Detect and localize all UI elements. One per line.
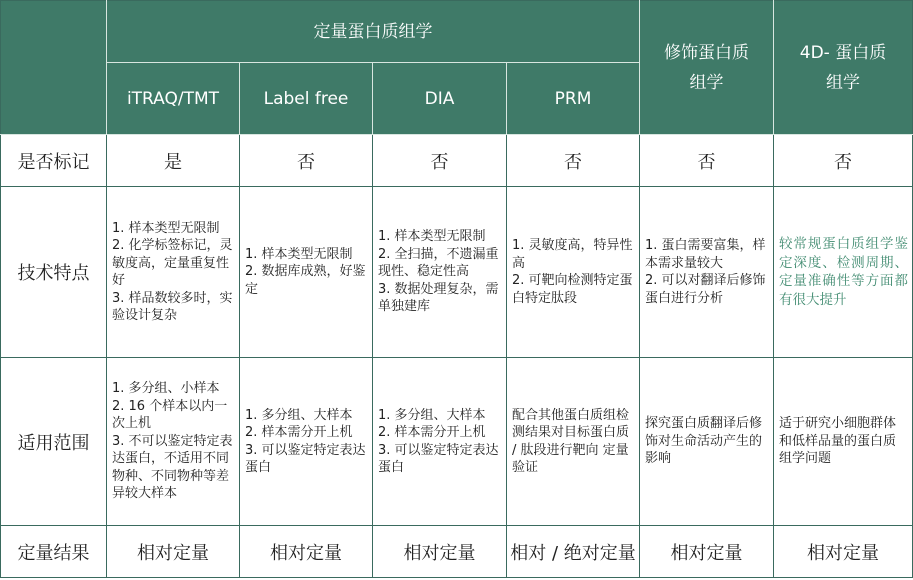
table-row-tech-features	[1, 187, 913, 358]
cell-scope: 1. 多分组、小样本 2. 16 个样本以内一次上机 3. 不可以鉴定特定表达蛋白，不适用不同物种、不同物种等差异较大样本	[107, 358, 240, 526]
cell-labeling: 否	[373, 135, 507, 187]
cell-labeling: 否	[507, 135, 640, 187]
cell-labeling: 否	[640, 135, 774, 187]
cell-quant-result: 相对 / 绝对定量	[507, 526, 640, 578]
table-row-scope	[1, 358, 913, 526]
table-row-labeling	[1, 135, 913, 187]
cell-scope: 1. 多分组、大样本 2. 样本需分开上机 3. 可以鉴定特定表达蛋白	[240, 358, 373, 526]
header-col-dia: DIA	[373, 63, 507, 135]
header-quant-group: 定量蛋白质组学	[107, 1, 640, 63]
cell-tech-features: 1. 样本类型无限制 2. 数据库成熟，好鉴定	[240, 187, 373, 358]
row-label-quant-result: 定量结果	[1, 526, 107, 578]
header-corner-cell	[1, 1, 107, 135]
cell-quant-result: 相对定量	[774, 526, 913, 578]
cell-scope: 适于研究小细胞群体和低样品量的蛋白质组学问题	[774, 358, 913, 526]
cell-tech-features: 1. 样本类型无限制 2. 全扫描，不遗漏重现性、稳定性高 3. 数据处理复杂，需单独建库	[373, 187, 507, 358]
row-label-labeling: 是否标记	[1, 135, 107, 187]
header-ptm-proteomics: 修饰蛋白质 组学	[640, 1, 774, 135]
cell-labeling: 否	[240, 135, 373, 187]
cell-labeling: 否	[774, 135, 913, 187]
cell-tech-features: 1. 蛋白需要富集，样本需求量较大 2. 可以对翻译后修饰蛋白进行分析	[640, 187, 774, 358]
cell-tech-features: 较常规蛋白质组学鉴定深度、检测周期、定量准确性等方面都有很大提升	[774, 187, 913, 358]
cell-quant-result: 相对定量	[107, 526, 240, 578]
row-label-tech-features: 技术特点	[1, 187, 107, 358]
header-4d-proteomics: 4D- 蛋白质 组学	[774, 1, 913, 135]
table-row-quant-result	[1, 526, 913, 578]
header-col-label-free: Label free	[240, 63, 373, 135]
cell-tech-features: 1. 灵敏度高，特异性高 2. 可靶向检测特定蛋白特定肽段	[507, 187, 640, 358]
cell-tech-features: 1. 样本类型无限制 2. 化学标签标记，灵敏度高，定量重复性好 3. 样品数较多时，实验设计复杂	[107, 187, 240, 358]
cell-quant-result: 相对定量	[373, 526, 507, 578]
row-label-scope: 适用范围	[1, 358, 107, 526]
header-col-itraq: iTRAQ/TMT	[107, 63, 240, 135]
header-col-prm: PRM	[507, 63, 640, 135]
cell-quant-result: 相对定量	[240, 526, 373, 578]
cell-quant-result: 相对定量	[640, 526, 774, 578]
cell-scope: 配合其他蛋白质组检测结果对目标蛋白质 / 肽段进行靶向 定量验证	[507, 358, 640, 526]
cell-scope: 1. 多分组、大样本 2. 样本需分开上机 3. 可以鉴定特定表达蛋白	[373, 358, 507, 526]
cell-labeling: 是	[107, 135, 240, 187]
cell-scope: 探究蛋白质翻译后修饰对生命活动产生的影响	[640, 358, 774, 526]
